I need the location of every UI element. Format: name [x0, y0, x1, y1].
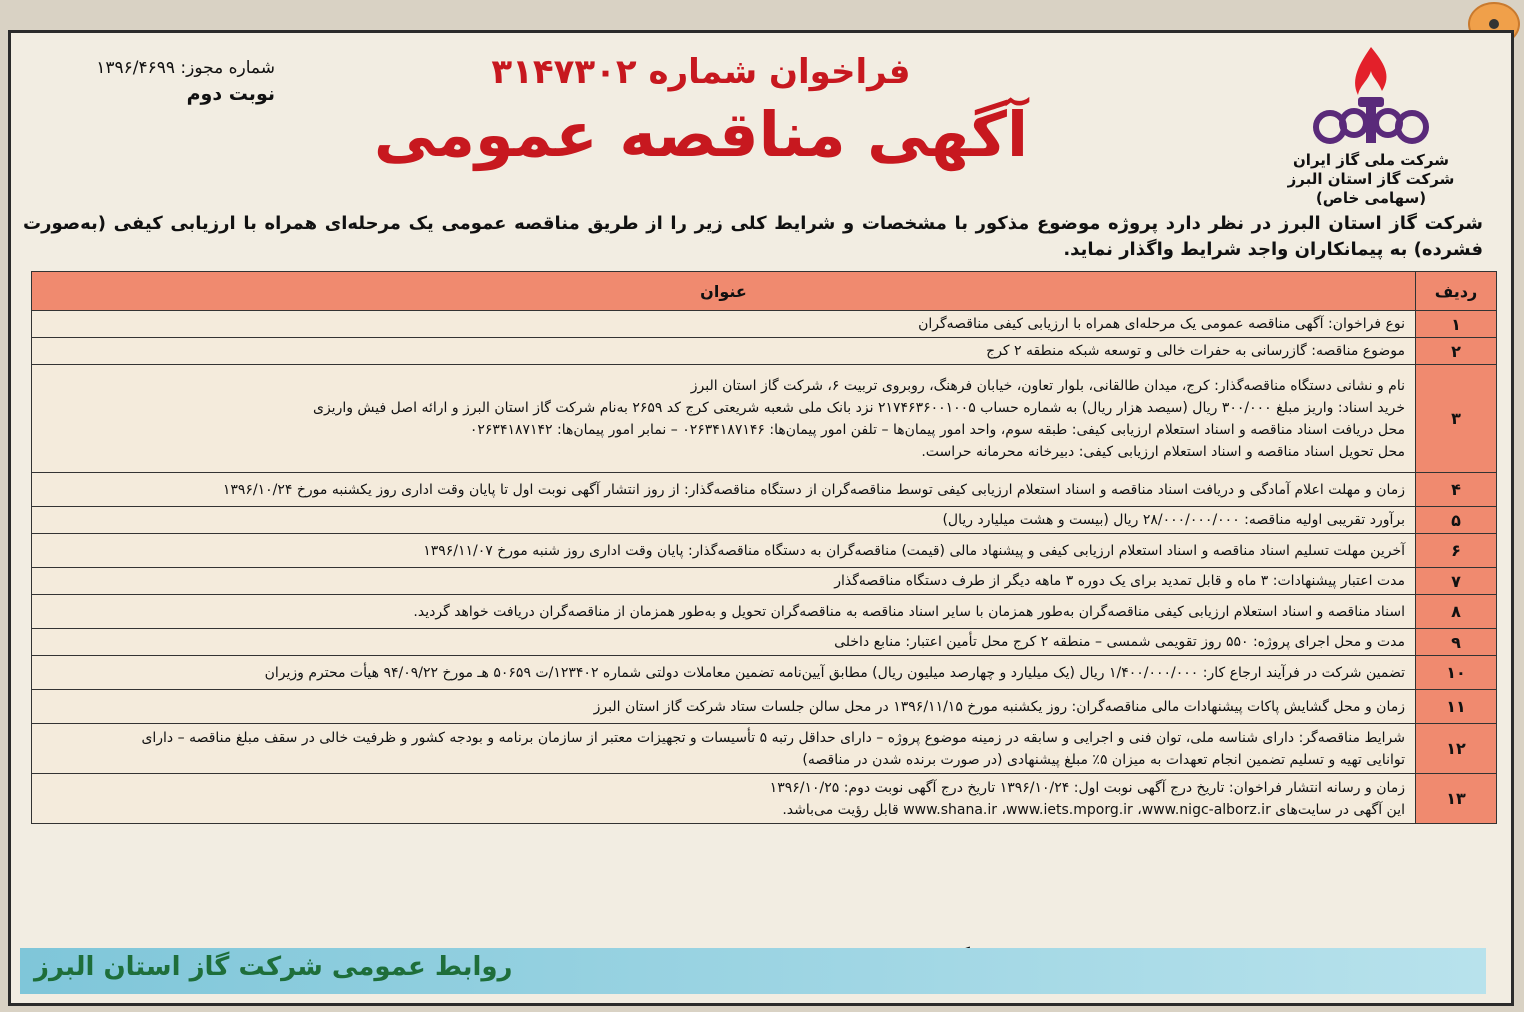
row-content: [32, 629, 1416, 656]
row-text-line: موضوع مناقصه: گازرسانی به حفرات خالی و توسعه شبکه منطقه ۲ کرج: [986, 343, 1405, 359]
row-text-line: تضمین شرکت در فرآیند ارجاع کار: ۱/۴۰۰/۰۰۰/۰۰۰ ریال (یک میلیارد و چهارصد میلیون ریال) مطابق آیین‌نامه تضمین معاملات دولتی شماره ۱۲۳۴۰۲/ت ۵۰۶۵۹ هـ مورخ ۹۴/۰۹/۲۲ هیأت محترم وزیران: [264, 664, 1405, 681]
table-row: [32, 568, 1497, 595]
row-content: [32, 724, 1416, 774]
row-content: [32, 365, 1416, 473]
row-content: [32, 473, 1416, 507]
row-text-line: نام و نشانی دستگاه مناقصه‌گذار: کرج، میدان طالقانی، بلوار تعاون، خیابان فرهنگ، روبروی تربیت ۶، شرکت گاز استان البرز: [690, 377, 1405, 394]
table-row: [32, 473, 1497, 507]
row-text-line: این آگهی در سایت‌های www.shana.ir ،www.iets.mporg.ir ،www.nigc-alborz.ir قابل رؤیت می‌باشد.: [782, 801, 1405, 818]
table-row: [32, 311, 1497, 338]
table-body: [32, 311, 1497, 824]
row-text-line: محل تحویل اسناد مناقصه و اسناد استعلام ارزیابی کیفی: دبیرخانه محرمانه حراست.: [921, 443, 1405, 460]
company-name-2: شرکت گاز استان البرز (سهامی خاص): [1287, 170, 1455, 207]
row-number: ۸: [1416, 595, 1497, 629]
row-content: [32, 774, 1416, 824]
row-content: [32, 568, 1416, 595]
row-text-line: زمان و مهلت اعلام آمادگی و دریافت اسناد مناقصه و اسناد استعلام ارزیابی کیفی توسط مناقصه‌گران از دستگاه مناقصه‌گذار: از روز انتشار آگهی نوبت اول تا پایان وقت اداری روز یکشنبه مورخ ۱۳۹۶/۱۰/۲۴: [222, 481, 1405, 498]
row-content: [32, 690, 1416, 724]
table-row: [32, 338, 1497, 365]
permit-number: شماره مجوز: ۱۳۹۶/۴۶۹۹: [96, 58, 275, 78]
publication-round: نوبت دوم: [186, 83, 275, 105]
flame-logo-icon: [1306, 41, 1436, 151]
public-relations-signature: روابط عمومی شرکت گاز استان البرز: [34, 952, 513, 982]
row-text-line: اسناد مناقصه و اسناد استعلام ارزیابی کیفی مناقصه‌گران به‌طور همزمان با سایر اسناد مناقصه به مناقصه‌گران تحویل و به‌طور همزمان از مناقصه‌گران دریافت خواهد گردید.: [413, 603, 1405, 620]
row-content: [32, 507, 1416, 534]
row-number: ۵: [1416, 507, 1497, 534]
permit-block: [35, 55, 275, 107]
row-number: ۳: [1416, 365, 1497, 473]
company-name-1: شرکت ملی گاز ایران: [1293, 151, 1449, 169]
table-row: [32, 365, 1497, 473]
row-text-line: نوع فراخوان: آگهی مناقصه عمومی یک مرحله‌ای همراه با ارزیابی کیفی مناقصه‌گران: [918, 316, 1405, 332]
tender-notice: [8, 30, 1514, 1006]
row-content: [32, 338, 1416, 365]
table-row: [32, 774, 1497, 824]
row-text-line: توانایی تهیه و تسلیم تضمین انجام تعهدات به میزان ۵٪ مبلغ پیشنهادی (در صورت برنده شدن در مناقصه): [802, 751, 1405, 768]
call-number: فراخوان شماره ۳۱۴۷۳۰۲: [491, 52, 911, 92]
table-row: [32, 507, 1497, 534]
row-number: ۱۱: [1416, 690, 1497, 724]
row-content: [32, 595, 1416, 629]
table-row: [32, 534, 1497, 568]
table-row: [32, 629, 1497, 656]
row-content: [32, 534, 1416, 568]
intro-paragraph: شرکت گاز استان البرز در نظر دارد پروژه موضوع مذکور با مشخصات و شرایط کلی زیر را از طریق مناقصه عمومی یک مرحله‌ای همراه با ارزیابی کیفی (به‌صورت فشرده) به پیمانکاران واجد شرایط واگذار نماید.: [23, 213, 1483, 260]
table-row: [32, 656, 1497, 690]
row-text-line: آخرین مهلت تسلیم اسناد مناقصه و اسناد استعلام ارزیابی کیفی و پیشنهاد مالی (قیمت) مناقصه‌گران به دستگاه مناقصه‌گذار: پایان وقت اداری روز شنبه مورخ ۱۳۹۶/۱۱/۰۷: [423, 542, 1405, 559]
table-header-row: [32, 272, 1497, 311]
table-row: [32, 595, 1497, 629]
company-logo-block: [1271, 41, 1471, 208]
row-number: ۱: [1416, 311, 1497, 338]
row-content: [32, 656, 1416, 690]
row-text-line: محل دریافت اسناد مناقصه و اسناد استعلام ارزیابی کیفی: طبقه سوم، واحد امور پیمان‌ها – تلفن امور پیمان‌ها: ۰۲۶۳۴۱۸۷۱۴۶ – نمابر امور پیمان‌ها: ۰۲۶۳۴۱۸۷۱۴۲: [469, 421, 1405, 438]
row-text-line: مدت و محل اجرای پروژه: ۵۵۰ روز تقویمی شمسی – منطقه ۲ کرج محل تأمین اعتبار: منابع داخلی: [834, 634, 1405, 650]
row-number: ۷: [1416, 568, 1497, 595]
column-header-row-number: ردیف: [1416, 272, 1497, 311]
table-row: [32, 690, 1497, 724]
row-number: ۲: [1416, 338, 1497, 365]
row-content: [32, 311, 1416, 338]
row-text-line: مدت اعتبار پیشنهادات: ۳ ماه و قابل تمدید برای یک دوره ۳ ماهه دیگر از طرف دستگاه مناقصه‌گذار: [834, 573, 1405, 589]
row-number: ۶: [1416, 534, 1497, 568]
notice-heading: [341, 51, 1061, 177]
row-text-line: خرید اسناد: واریز مبلغ ۳۰۰/۰۰۰ ریال (سیصد هزار ریال) به شماره حساب ۲۱۷۴۶۳۶۰۰۱۰۰۵ نزد بانک ملی شعبه شریعتی کرج کد ۲۶۵۹ به‌نام شرکت گاز استان البرز و ارائه اصل فیش واریزی: [312, 399, 1405, 416]
row-text-line: زمان و رسانه انتشار فراخوان: تاریخ درج آگهی نوبت اول: ۱۳۹۶/۱۰/۲۴ تاریخ درج آگهی نوبت دوم: ۱۳۹۶/۱۰/۲۵: [769, 779, 1405, 796]
row-number: ۴: [1416, 473, 1497, 507]
row-number: ۱۲: [1416, 724, 1497, 774]
tender-table: [31, 271, 1497, 824]
row-number: ۱۳: [1416, 774, 1497, 824]
row-text-line: شرایط مناقصه‌گر: دارای شناسه ملی، توان فنی و اجرایی و سابقه در زمینه موضوع پروژه – دارای حداقل رتبه ۵ تأسیسات و تجهیزات معتبر از سازمان برنامه و بودجه کشور و ظرفیت خالی در سقف مبلغ مناقصه – دارای: [141, 729, 1405, 746]
row-number: ۱۰: [1416, 656, 1497, 690]
row-text-line: برآورد تقریبی اولیه مناقصه: ۲۸/۰۰۰/۰۰۰/۰۰۰ ریال (بیست و هشت میلیارد ریال): [942, 512, 1405, 528]
column-header-title: عنوان: [32, 272, 1416, 311]
row-text-line: زمان و محل گشایش پاکات پیشنهادات مالی مناقصه‌گران: روز یکشنبه مورخ ۱۳۹۶/۱۱/۱۵ در محل سالن جلسات ستاد شرکت گاز استان البرز: [593, 698, 1405, 715]
page-title: آگهی مناقصه عمومی: [373, 98, 1029, 171]
table-row: [32, 724, 1497, 774]
row-number: ۹: [1416, 629, 1497, 656]
